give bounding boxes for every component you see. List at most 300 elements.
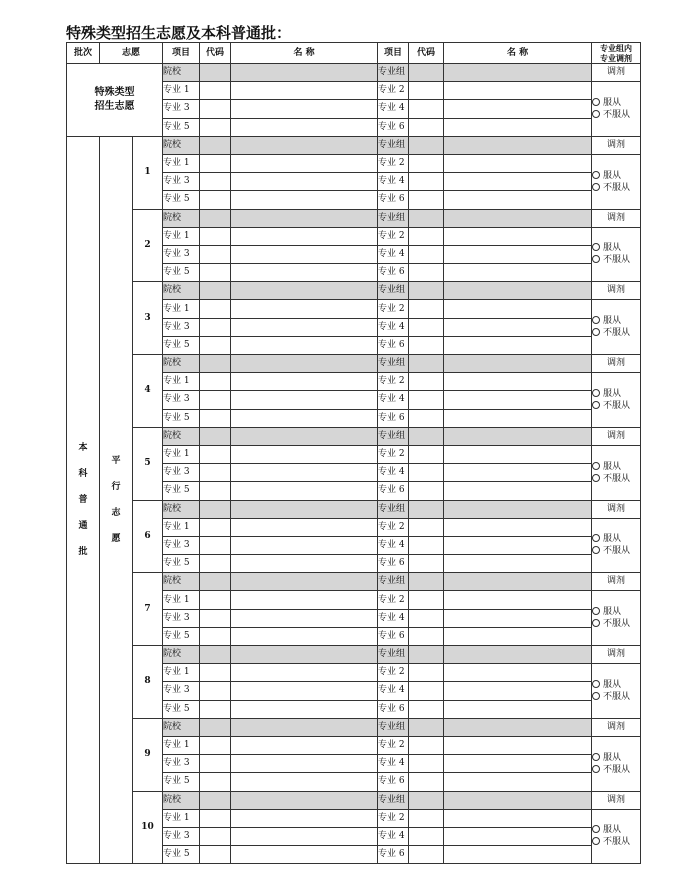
- major-label: 专业 2: [378, 445, 409, 463]
- major-label: 专业 4: [378, 827, 409, 845]
- major-code-field[interactable]: [200, 736, 231, 754]
- major-code-field[interactable]: [409, 154, 444, 172]
- adjust-option-label: 不服从: [603, 473, 631, 484]
- major-name-field[interactable]: [231, 227, 378, 245]
- group-code-field[interactable]: [409, 209, 444, 227]
- adjust-label: 调剂: [592, 646, 641, 664]
- major-code-field[interactable]: [409, 173, 444, 191]
- adjust-options: [592, 373, 641, 428]
- major-label: 专业 6: [378, 118, 409, 136]
- radio-circle-icon[interactable]: [592, 607, 600, 615]
- header-item: 项目: [163, 43, 200, 64]
- major-name-field[interactable]: [444, 755, 592, 773]
- adjust-option-accept[interactable]: [592, 752, 640, 764]
- major-code-field[interactable]: [409, 682, 444, 700]
- wish-number: 9: [133, 718, 163, 791]
- adjust-label: 调剂: [592, 427, 641, 445]
- school-name-field[interactable]: [231, 355, 378, 373]
- table-row: [67, 64, 641, 82]
- adjust-option-reject[interactable]: [592, 109, 640, 121]
- major-name-field[interactable]: [231, 682, 378, 700]
- school-code-field[interactable]: [200, 64, 231, 82]
- major-name-field[interactable]: [444, 555, 592, 573]
- major-label: 专业 1: [163, 154, 200, 172]
- group-label: 专业组: [378, 282, 409, 300]
- parallel-char: 愿: [111, 534, 121, 544]
- header-adjust-line2: 专业调剂: [600, 53, 633, 63]
- adjust-option-label: 服从: [603, 752, 622, 763]
- major-name-field[interactable]: [444, 591, 592, 609]
- major-name-field[interactable]: [444, 373, 592, 391]
- major-label: 专业 4: [378, 755, 409, 773]
- adjust-option-label: 不服从: [603, 400, 631, 411]
- major-name-field[interactable]: [231, 846, 378, 864]
- radio-circle-icon[interactable]: [592, 534, 600, 542]
- school-code-field[interactable]: [200, 209, 231, 227]
- major-name-field[interactable]: [231, 318, 378, 336]
- major-name-field[interactable]: [444, 773, 592, 791]
- major-name-field[interactable]: [231, 518, 378, 536]
- radio-circle-icon[interactable]: [592, 401, 600, 409]
- adjust-label: 调剂: [592, 282, 641, 300]
- radio-circle-icon[interactable]: [592, 692, 600, 700]
- school-code-field[interactable]: [200, 718, 231, 736]
- major-name-field[interactable]: [231, 809, 378, 827]
- major-code-field[interactable]: [409, 846, 444, 864]
- major-name-field[interactable]: [231, 245, 378, 263]
- school-name-field[interactable]: [231, 427, 378, 445]
- major-name-field[interactable]: [231, 409, 378, 427]
- adjust-option-accept[interactable]: [592, 242, 640, 254]
- major-code-field[interactable]: [200, 464, 231, 482]
- adjust-options: [592, 445, 641, 500]
- school-label: 院校: [163, 282, 200, 300]
- group-label: 专业组: [378, 136, 409, 154]
- major-code-field[interactable]: [200, 264, 231, 282]
- major-label: 专业 3: [163, 173, 200, 191]
- major-code-field[interactable]: [200, 664, 231, 682]
- major-name-field[interactable]: [231, 555, 378, 573]
- major-label: 专业 5: [163, 191, 200, 209]
- major-code-field[interactable]: [409, 555, 444, 573]
- wish-number: 10: [133, 791, 163, 864]
- major-code-field[interactable]: [409, 336, 444, 354]
- major-code-field[interactable]: [200, 445, 231, 463]
- major-name-field[interactable]: [231, 300, 378, 318]
- major-name-field[interactable]: [444, 700, 592, 718]
- major-code-field[interactable]: [200, 827, 231, 845]
- adjust-option-reject[interactable]: [592, 473, 640, 485]
- major-name-field[interactable]: [231, 82, 378, 100]
- major-code-field[interactable]: [409, 300, 444, 318]
- adjust-option-reject[interactable]: [592, 400, 640, 412]
- major-name-field[interactable]: [231, 664, 378, 682]
- group-name-field[interactable]: [444, 136, 592, 154]
- major-name-field[interactable]: [231, 264, 378, 282]
- major-code-field[interactable]: [200, 173, 231, 191]
- radio-circle-icon[interactable]: [592, 474, 600, 482]
- major-label: 专业 1: [163, 736, 200, 754]
- table-row: [67, 209, 641, 227]
- group-name-field[interactable]: [444, 718, 592, 736]
- major-code-field[interactable]: [200, 409, 231, 427]
- wish-number: 1: [133, 136, 163, 209]
- major-name-field[interactable]: [231, 154, 378, 172]
- school-code-field[interactable]: [200, 646, 231, 664]
- major-code-field[interactable]: [200, 846, 231, 864]
- adjust-option-label: 服从: [603, 679, 622, 690]
- group-code-field[interactable]: [409, 64, 444, 82]
- school-name-field[interactable]: [231, 791, 378, 809]
- group-code-field[interactable]: [409, 282, 444, 300]
- major-name-field[interactable]: [444, 827, 592, 845]
- parallel-char: 平: [111, 456, 121, 466]
- radio-circle-icon[interactable]: [592, 619, 600, 627]
- school-code-field[interactable]: [200, 573, 231, 591]
- major-name-field[interactable]: [444, 300, 592, 318]
- major-name-field[interactable]: [444, 445, 592, 463]
- school-name-field[interactable]: [231, 718, 378, 736]
- major-code-field[interactable]: [409, 664, 444, 682]
- special-label-line1: 特殊类型: [94, 86, 135, 98]
- adjust-option-accept[interactable]: [592, 170, 640, 182]
- major-name-field[interactable]: [444, 627, 592, 645]
- group-name-field[interactable]: [444, 209, 592, 227]
- major-code-field[interactable]: [409, 591, 444, 609]
- major-label: 专业 1: [163, 664, 200, 682]
- major-name-field[interactable]: [444, 227, 592, 245]
- radio-circle-icon[interactable]: [592, 171, 600, 179]
- adjust-option-label: 不服从: [603, 619, 631, 630]
- major-code-field[interactable]: [409, 264, 444, 282]
- school-code-field[interactable]: [200, 427, 231, 445]
- adjust-option-accept[interactable]: [592, 97, 640, 109]
- major-name-field[interactable]: [444, 245, 592, 263]
- major-code-field[interactable]: [200, 318, 231, 336]
- major-code-field[interactable]: [409, 227, 444, 245]
- group-code-field[interactable]: [409, 355, 444, 373]
- major-code-field[interactable]: [200, 300, 231, 318]
- major-code-field[interactable]: [409, 773, 444, 791]
- group-name-field[interactable]: [444, 646, 592, 664]
- adjust-option-accept[interactable]: [592, 461, 640, 473]
- adjust-option-accept[interactable]: [592, 388, 640, 400]
- header-name: 名 称: [231, 43, 378, 64]
- major-name-field[interactable]: [231, 591, 378, 609]
- group-code-field[interactable]: [409, 427, 444, 445]
- adjust-option-accept[interactable]: [592, 606, 640, 618]
- major-code-field[interactable]: [409, 391, 444, 409]
- school-code-field[interactable]: [200, 500, 231, 518]
- header-code: 代码: [200, 43, 231, 64]
- major-code-field[interactable]: [409, 627, 444, 645]
- major-code-field[interactable]: [200, 154, 231, 172]
- school-label: 院校: [163, 64, 200, 82]
- school-name-field[interactable]: [231, 573, 378, 591]
- group-code-field[interactable]: [409, 573, 444, 591]
- major-name-field[interactable]: [231, 609, 378, 627]
- school-label: 院校: [163, 500, 200, 518]
- wish-number: 5: [133, 427, 163, 500]
- major-label: 专业 1: [163, 300, 200, 318]
- radio-circle-icon[interactable]: [592, 546, 600, 554]
- major-name-field[interactable]: [231, 173, 378, 191]
- group-name-field[interactable]: [444, 500, 592, 518]
- major-code-field[interactable]: [409, 318, 444, 336]
- major-code-field[interactable]: [200, 373, 231, 391]
- major-code-field[interactable]: [409, 609, 444, 627]
- major-name-field[interactable]: [444, 482, 592, 500]
- group-code-field[interactable]: [409, 646, 444, 664]
- school-name-field[interactable]: [231, 646, 378, 664]
- adjust-option-accept[interactable]: [592, 679, 640, 691]
- major-name-field[interactable]: [444, 536, 592, 554]
- major-code-field[interactable]: [409, 736, 444, 754]
- major-code-field[interactable]: [409, 827, 444, 845]
- adjust-option-accept[interactable]: [592, 315, 640, 327]
- major-name-field[interactable]: [444, 318, 592, 336]
- adjust-options: [592, 736, 641, 791]
- batch-char: 科: [78, 469, 88, 479]
- major-name-field[interactable]: [231, 755, 378, 773]
- radio-circle-icon[interactable]: [592, 110, 600, 118]
- radio-circle-icon[interactable]: [592, 316, 600, 324]
- table-row: [67, 427, 641, 445]
- adjust-option-reject[interactable]: [592, 836, 640, 848]
- major-label: 专业 3: [163, 682, 200, 700]
- major-name-field[interactable]: [231, 627, 378, 645]
- school-code-field[interactable]: [200, 282, 231, 300]
- radio-circle-icon[interactable]: [592, 183, 600, 191]
- major-name-field[interactable]: [231, 373, 378, 391]
- application-form-table: [66, 42, 641, 864]
- major-name-field[interactable]: [231, 336, 378, 354]
- school-code-field[interactable]: [200, 136, 231, 154]
- major-name-field[interactable]: [444, 264, 592, 282]
- parallel-wish-label: [100, 136, 133, 864]
- major-code-field[interactable]: [200, 536, 231, 554]
- major-name-field[interactable]: [444, 518, 592, 536]
- major-code-field[interactable]: [200, 700, 231, 718]
- adjust-option-label: 服从: [603, 388, 622, 399]
- major-code-field[interactable]: [409, 100, 444, 118]
- table-row: [67, 355, 641, 373]
- group-code-field[interactable]: [409, 136, 444, 154]
- major-code-field[interactable]: [200, 609, 231, 627]
- radio-circle-icon[interactable]: [592, 837, 600, 845]
- school-name-field[interactable]: [231, 500, 378, 518]
- major-name-field[interactable]: [444, 173, 592, 191]
- major-code-field[interactable]: [409, 82, 444, 100]
- group-label: 专业组: [378, 427, 409, 445]
- radio-circle-icon[interactable]: [592, 765, 600, 773]
- adjust-option-label: 服从: [603, 316, 622, 327]
- major-name-field[interactable]: [444, 82, 592, 100]
- adjust-option-label: 不服从: [603, 182, 631, 193]
- adjust-option-reject[interactable]: [592, 691, 640, 703]
- adjust-option-reject[interactable]: [592, 618, 640, 630]
- school-name-field[interactable]: [231, 136, 378, 154]
- major-label: 专业 4: [378, 536, 409, 554]
- major-code-field[interactable]: [200, 518, 231, 536]
- major-name-field[interactable]: [231, 827, 378, 845]
- major-name-field[interactable]: [231, 736, 378, 754]
- major-name-field[interactable]: [231, 118, 378, 136]
- major-name-field[interactable]: [231, 445, 378, 463]
- major-name-field[interactable]: [444, 118, 592, 136]
- header-adjust: [592, 43, 641, 64]
- group-name-field[interactable]: [444, 573, 592, 591]
- major-label: 专业 2: [378, 736, 409, 754]
- group-code-field[interactable]: [409, 718, 444, 736]
- major-code-field[interactable]: [200, 100, 231, 118]
- major-code-field[interactable]: [409, 118, 444, 136]
- major-label: 专业 6: [378, 264, 409, 282]
- major-name-field[interactable]: [444, 409, 592, 427]
- header-row: [67, 43, 641, 64]
- adjust-label: 调剂: [592, 500, 641, 518]
- major-code-field[interactable]: [409, 409, 444, 427]
- major-label: 专业 6: [378, 409, 409, 427]
- adjust-option-reject[interactable]: [592, 254, 640, 266]
- school-name-field[interactable]: [231, 209, 378, 227]
- radio-circle-icon[interactable]: [592, 462, 600, 470]
- group-name-field[interactable]: [444, 427, 592, 445]
- radio-circle-icon[interactable]: [592, 255, 600, 263]
- major-label: 专业 3: [163, 245, 200, 263]
- major-name-field[interactable]: [444, 609, 592, 627]
- major-label: 专业 3: [163, 536, 200, 554]
- major-name-field[interactable]: [444, 100, 592, 118]
- adjust-options: [592, 591, 641, 646]
- radio-circle-icon[interactable]: [592, 389, 600, 397]
- adjust-option-reject[interactable]: [592, 327, 640, 339]
- major-code-field[interactable]: [200, 591, 231, 609]
- major-name-field[interactable]: [231, 482, 378, 500]
- group-name-field[interactable]: [444, 791, 592, 809]
- group-name-field[interactable]: [444, 64, 592, 82]
- group-code-field[interactable]: [409, 500, 444, 518]
- major-code-field[interactable]: [200, 682, 231, 700]
- major-name-field[interactable]: [231, 773, 378, 791]
- major-code-field[interactable]: [409, 536, 444, 554]
- major-name-field[interactable]: [231, 391, 378, 409]
- major-name-field[interactable]: [444, 336, 592, 354]
- major-name-field[interactable]: [444, 846, 592, 864]
- adjust-label: 调剂: [592, 209, 641, 227]
- major-code-field[interactable]: [409, 245, 444, 263]
- major-name-field[interactable]: [231, 700, 378, 718]
- group-code-field[interactable]: [409, 791, 444, 809]
- radio-circle-icon[interactable]: [592, 825, 600, 833]
- major-code-field[interactable]: [409, 700, 444, 718]
- special-label-line2: 招生志愿: [94, 100, 135, 112]
- adjust-option-label: 服从: [603, 170, 622, 181]
- major-label: 专业 3: [163, 609, 200, 627]
- major-label: 专业 1: [163, 82, 200, 100]
- major-name-field[interactable]: [444, 154, 592, 172]
- batch-char: 批: [78, 547, 88, 557]
- major-name-field[interactable]: [444, 191, 592, 209]
- major-code-field[interactable]: [200, 773, 231, 791]
- major-code-field[interactable]: [200, 627, 231, 645]
- major-code-field[interactable]: [200, 82, 231, 100]
- adjust-label: 调剂: [592, 791, 641, 809]
- major-name-field[interactable]: [444, 464, 592, 482]
- major-label: 专业 5: [163, 700, 200, 718]
- major-code-field[interactable]: [200, 482, 231, 500]
- batch-char: 普: [78, 495, 88, 505]
- major-code-field[interactable]: [200, 391, 231, 409]
- major-code-field[interactable]: [200, 555, 231, 573]
- major-code-field[interactable]: [200, 809, 231, 827]
- major-code-field[interactable]: [409, 518, 444, 536]
- group-label: 专业组: [378, 791, 409, 809]
- major-code-field[interactable]: [200, 191, 231, 209]
- school-label: 院校: [163, 718, 200, 736]
- major-code-field[interactable]: [409, 191, 444, 209]
- major-code-field[interactable]: [409, 809, 444, 827]
- group-name-field[interactable]: [444, 282, 592, 300]
- wish-number: 8: [133, 646, 163, 719]
- adjust-label: 调剂: [592, 355, 641, 373]
- special-type-label: [67, 64, 163, 137]
- school-code-field[interactable]: [200, 791, 231, 809]
- adjust-option-accept[interactable]: [592, 533, 640, 545]
- major-code-field[interactable]: [200, 336, 231, 354]
- adjust-option-label: 不服从: [603, 764, 631, 775]
- major-label: 专业 4: [378, 100, 409, 118]
- major-code-field[interactable]: [409, 464, 444, 482]
- radio-circle-icon[interactable]: [592, 753, 600, 761]
- major-name-field[interactable]: [231, 464, 378, 482]
- adjust-option-label: 服从: [603, 534, 622, 545]
- school-code-field[interactable]: [200, 355, 231, 373]
- group-label: 专业组: [378, 355, 409, 373]
- major-name-field[interactable]: [231, 100, 378, 118]
- major-code-field[interactable]: [409, 373, 444, 391]
- radio-circle-icon[interactable]: [592, 680, 600, 688]
- major-name-field[interactable]: [444, 391, 592, 409]
- major-code-field[interactable]: [409, 482, 444, 500]
- major-code-field[interactable]: [409, 445, 444, 463]
- major-name-field[interactable]: [444, 664, 592, 682]
- major-name-field[interactable]: [444, 682, 592, 700]
- adjust-option-reject[interactable]: [592, 182, 640, 194]
- adjust-option-reject[interactable]: [592, 764, 640, 776]
- radio-circle-icon[interactable]: [592, 98, 600, 106]
- major-name-field[interactable]: [231, 536, 378, 554]
- major-code-field[interactable]: [409, 755, 444, 773]
- header-name-2: 名 称: [444, 43, 592, 64]
- radio-circle-icon[interactable]: [592, 243, 600, 251]
- major-label: 专业 4: [378, 464, 409, 482]
- group-name-field[interactable]: [444, 355, 592, 373]
- adjust-option-accept[interactable]: [592, 824, 640, 836]
- adjust-option-reject[interactable]: [592, 545, 640, 557]
- major-code-field[interactable]: [200, 245, 231, 263]
- major-code-field[interactable]: [200, 227, 231, 245]
- major-name-field[interactable]: [231, 191, 378, 209]
- school-name-field[interactable]: [231, 282, 378, 300]
- major-code-field[interactable]: [200, 755, 231, 773]
- major-name-field[interactable]: [444, 736, 592, 754]
- major-name-field[interactable]: [444, 809, 592, 827]
- major-code-field[interactable]: [200, 118, 231, 136]
- radio-circle-icon[interactable]: [592, 328, 600, 336]
- school-name-field[interactable]: [231, 64, 378, 82]
- major-label: 专业 4: [378, 682, 409, 700]
